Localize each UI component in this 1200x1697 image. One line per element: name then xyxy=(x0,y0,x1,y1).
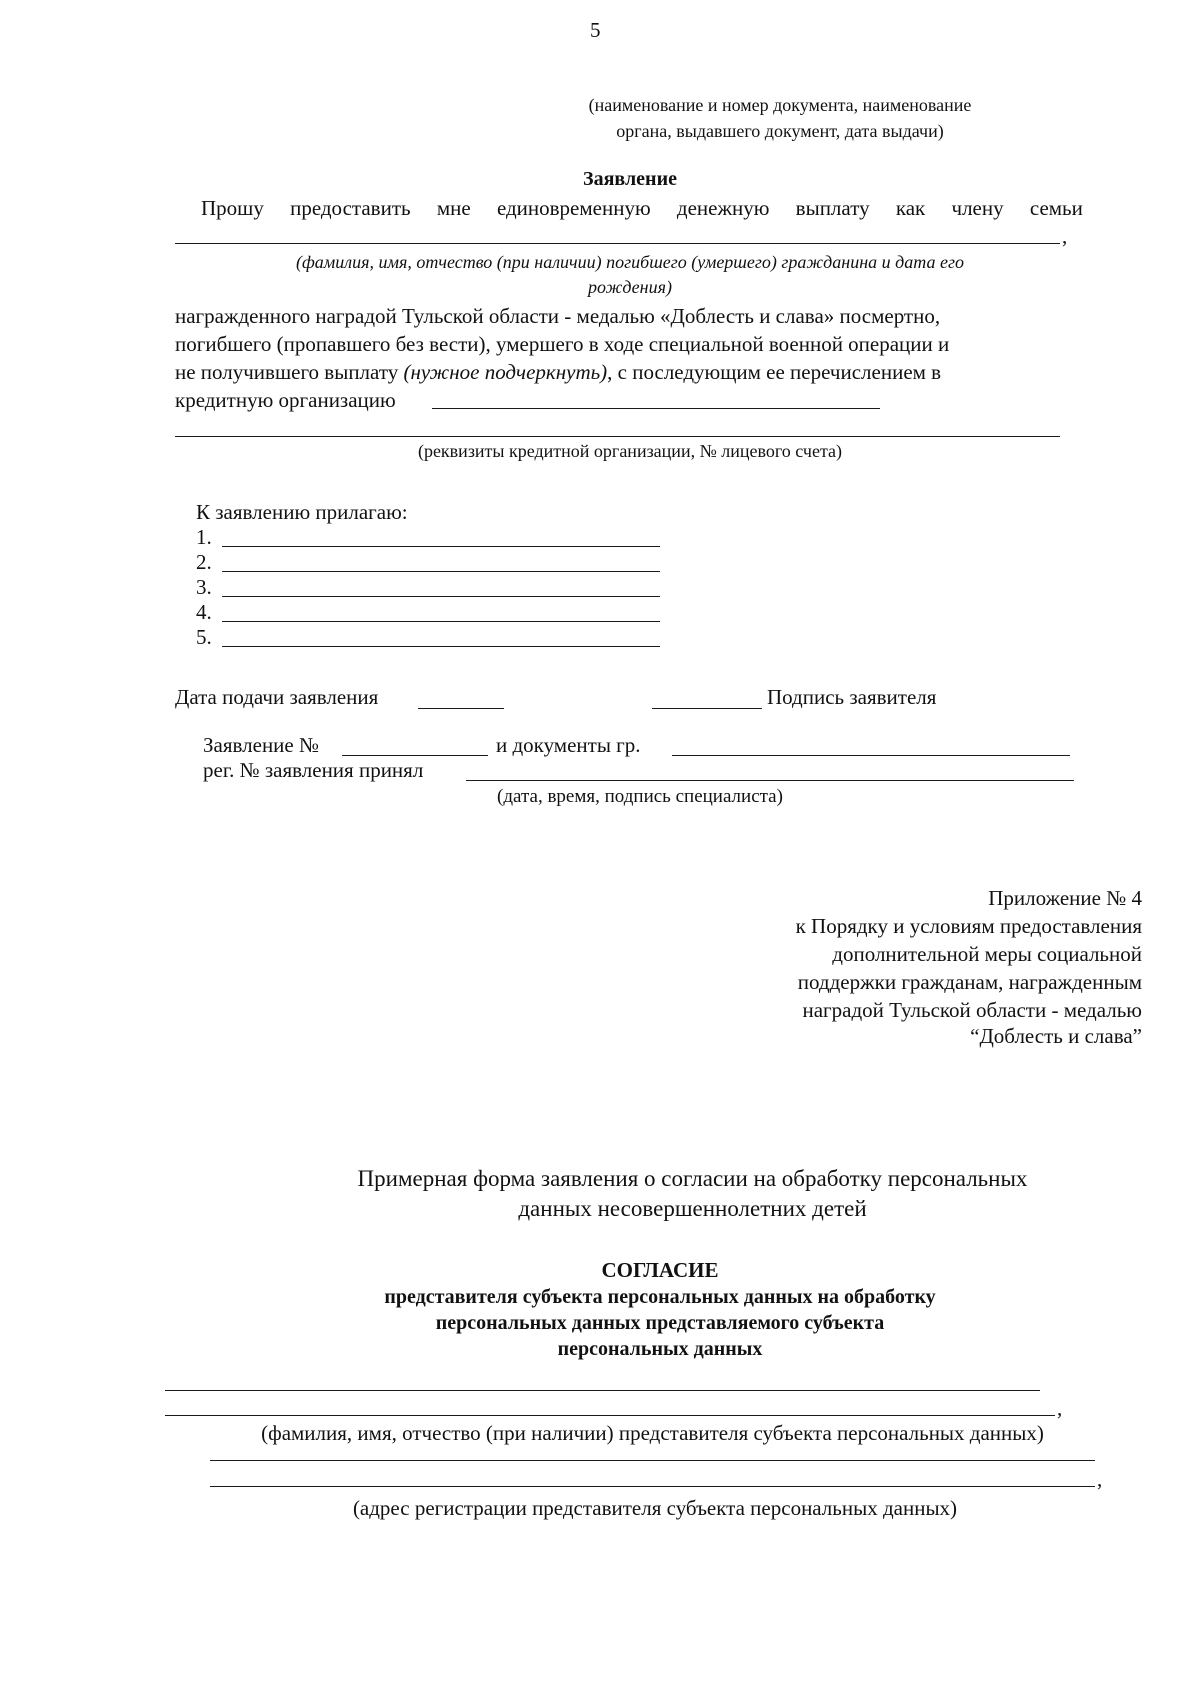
consent-form-title-line1: Примерная форма заявления о согласии на обработку персональных xyxy=(357,1166,1028,1191)
submission-date-label: Дата подачи заявления xyxy=(175,685,379,709)
attachment-line[interactable] xyxy=(222,621,660,622)
documents-line[interactable] xyxy=(672,755,1070,756)
request-word: единовременную xyxy=(496,196,651,220)
bank-details-caption: (реквизиты кредитной организации, № лицевого счета) xyxy=(417,441,843,461)
statement-title: Заявление xyxy=(583,168,677,190)
appendix-line: наградой Тульской области - медалью xyxy=(802,998,1142,1022)
registration-label: рег. № заявления принял xyxy=(203,758,424,782)
consent-subheading-line1: представителя субъекта персональных данных на обработку xyxy=(384,1286,936,1308)
document-caption-line2: органа, выдавшего документ, дата выдачи) xyxy=(616,121,944,141)
address-line-1[interactable] xyxy=(210,1460,1095,1461)
consent-subheading-line2: персональных данных представляемого субъекта xyxy=(435,1312,885,1334)
consent-subheading-line3: персональных данных xyxy=(557,1338,763,1360)
document-caption-line1: (наименование и номер документа, наименование xyxy=(588,95,972,115)
attachments-heading: К заявлению прилагаю: xyxy=(196,500,408,524)
consent-heading: СОГЛАСИЕ xyxy=(601,1258,719,1282)
request-line xyxy=(201,196,1083,221)
appendix-line: к Порядку и условиям предоставления xyxy=(795,914,1142,938)
deceased-name-line[interactable] xyxy=(175,243,1060,244)
attachment-item: 5. xyxy=(196,625,212,649)
representative-name-line-2[interactable] xyxy=(165,1415,1055,1416)
request-word: Прошу xyxy=(201,196,264,220)
appendix-line: поддержки гражданам, награжденным xyxy=(797,970,1142,994)
request-word: выплату xyxy=(795,196,870,220)
attachment-line[interactable] xyxy=(222,646,660,647)
body-line-3: не получившего выплату (нужное подчеркнуть), с последующим ее перечислением в xyxy=(175,360,942,384)
appendix-line: “Доблесть и слава” xyxy=(970,1024,1142,1048)
statement-number-line[interactable] xyxy=(342,755,488,756)
body-line-2: погибшего (пропавшего без вести), умершего в ходе специальной военной операции и xyxy=(175,332,950,356)
deceased-caption-line1: (фамилия, имя, отчество (при наличии) погибшего (умершего) гражданина и дата его xyxy=(296,252,964,272)
statement-number-label: Заявление № xyxy=(203,733,320,757)
page-number: 5 xyxy=(590,18,601,42)
body-line-1: награжденного наградой Тульской области - медалью «Доблесть и слава» посмертно, xyxy=(175,304,941,328)
request-word: как xyxy=(895,196,926,220)
deceased-caption-line2: рождения) xyxy=(588,277,672,297)
representative-name-line-1[interactable] xyxy=(165,1390,1040,1391)
registration-line[interactable] xyxy=(466,780,1074,781)
bank-details-line[interactable] xyxy=(175,436,1060,437)
signature-line[interactable] xyxy=(652,708,762,709)
request-word: члену xyxy=(951,196,1004,220)
attachment-item: 2. xyxy=(196,550,212,574)
request-word: предоставить xyxy=(290,196,411,220)
representative-name-caption: (фамилия, имя, отчество (при наличии) представителя субъекта персональных данных) xyxy=(261,1421,1044,1445)
underline-note: (нужное подчеркнуть) xyxy=(403,360,608,384)
documents-label: и документы гр. xyxy=(496,733,641,757)
request-word: семьи xyxy=(1029,196,1083,220)
representative-name-comma: , xyxy=(1057,1396,1063,1420)
address-caption: (адрес регистрации представителя субъекта персональных данных) xyxy=(352,1496,958,1520)
address-comma: , xyxy=(1097,1467,1103,1491)
specialist-caption: (дата, время, подпись специалиста) xyxy=(497,786,783,807)
body-line-4: кредитную организацию xyxy=(175,388,396,412)
address-line-2[interactable] xyxy=(210,1486,1095,1487)
submission-date-line[interactable] xyxy=(418,708,504,709)
request-word: денежную xyxy=(676,196,770,220)
attachment-line[interactable] xyxy=(222,596,660,597)
consent-form-title-line2: данных несовершеннолетних детей xyxy=(518,1196,867,1221)
appendix-line: дополнительной меры социальной xyxy=(832,942,1142,966)
attachment-item: 1. xyxy=(196,525,212,549)
signature-label: Подпись заявителя xyxy=(767,685,937,709)
appendix-line: Приложение № 4 xyxy=(988,886,1142,910)
attachment-item: 3. xyxy=(196,575,212,599)
credit-organization-line[interactable] xyxy=(432,408,880,409)
attachment-line[interactable] xyxy=(222,546,660,547)
attachment-line[interactable] xyxy=(222,571,660,572)
deceased-name-comma: , xyxy=(1062,224,1068,248)
attachment-item: 4. xyxy=(196,600,212,624)
request-word: мне xyxy=(436,196,471,220)
